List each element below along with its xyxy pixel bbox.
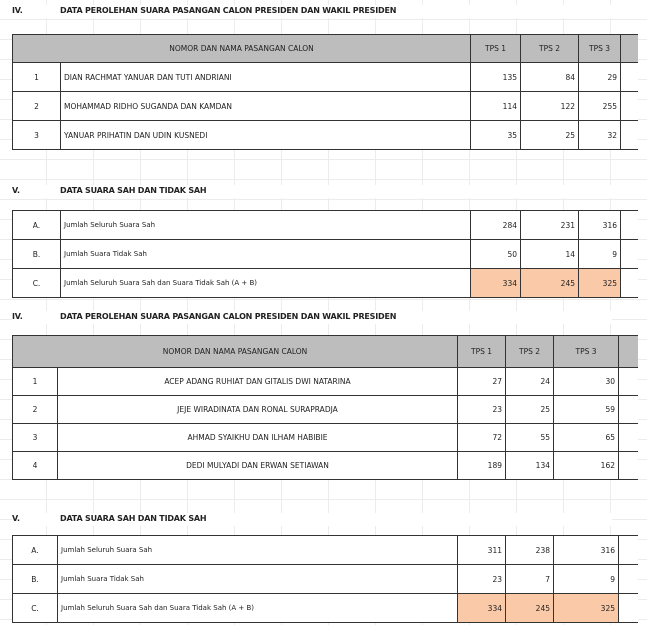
row-number[interactable]: 4 [13,452,58,480]
header-empty-cell [621,35,638,63]
cell-tps1[interactable]: 23 [458,396,506,424]
table-row [13,269,638,298]
row-number[interactable]: 2 [13,92,61,121]
row-number[interactable]: C. [13,269,61,298]
row-name[interactable]: Jumlah Seluruh Suara Sah [61,211,471,240]
table-row [13,536,638,565]
candidate-votes-table [12,34,638,150]
table-row [13,452,638,480]
row-name[interactable]: Jumlah Seluruh Suara Sah dan Suara Tidak Sah (A + B) [58,594,458,623]
table-row [13,211,638,240]
empty-cell[interactable] [619,368,638,396]
row-number[interactable]: 3 [13,121,61,150]
cell-tps1[interactable]: 35 [471,121,521,150]
empty-cell[interactable] [621,240,638,269]
empty-cell[interactable] [619,424,638,452]
cell-tps1[interactable]: 284 [471,211,521,240]
cell-tps2[interactable]: 245 [506,594,554,623]
header-name: NOMOR DAN NAMA PASANGAN CALON [13,35,471,63]
valid-votes-table [12,535,638,623]
header-row [13,35,638,63]
cell-tps3[interactable]: 65 [554,424,619,452]
table-row [13,424,638,452]
section-heading [12,311,612,324]
row-number[interactable]: 2 [13,396,58,424]
section-heading [12,5,612,18]
row-name[interactable]: DEDI MULYADI DAN ERWAN SETIAWAN [58,452,458,480]
cell-tps2[interactable]: 238 [506,536,554,565]
cell-tps3[interactable]: 316 [579,211,621,240]
empty-cell[interactable] [621,63,638,92]
cell-tps3[interactable]: 32 [579,121,621,150]
cell-tps2[interactable]: 55 [506,424,554,452]
cell-tps1[interactable]: 311 [458,536,506,565]
cell-tps2[interactable]: 122 [521,92,579,121]
empty-cell[interactable] [619,452,638,480]
row-name[interactable]: Jumlah Suara Tidak Sah [61,240,471,269]
row-name[interactable]: MOHAMMAD RIDHO SUGANDA DAN KAMDAN [61,92,471,121]
cell-tps1[interactable]: 72 [458,424,506,452]
row-name[interactable]: ACEP ADANG RUHIAT DAN GITALIS DWI NATARINA [58,368,458,396]
cell-tps3[interactable]: 316 [554,536,619,565]
empty-cell[interactable] [619,396,638,424]
cell-tps1[interactable]: 189 [458,452,506,480]
empty-cell[interactable] [619,594,638,623]
cell-tps2[interactable]: 24 [506,368,554,396]
row-number[interactable]: A. [13,536,58,565]
cell-tps2[interactable]: 7 [506,565,554,594]
table-row [13,121,638,150]
cell-tps3[interactable]: 9 [579,240,621,269]
cell-tps1[interactable]: 23 [458,565,506,594]
cell-tps2[interactable]: 134 [506,452,554,480]
table-row [13,63,638,92]
cell-tps1[interactable]: 50 [471,240,521,269]
candidate-votes-table [12,335,638,480]
row-name[interactable]: Jumlah Seluruh Suara Sah dan Suara Tidak Sah (A + B) [61,269,471,298]
row-name[interactable]: YANUAR PRIHATIN DAN UDIN KUSNEDI [61,121,471,150]
cell-tps1[interactable]: 114 [471,92,521,121]
row-number[interactable]: 1 [13,63,61,92]
table-row [13,396,638,424]
valid-votes-table [12,210,638,298]
section-number: IV. [12,6,23,15]
cell-tps3[interactable]: 325 [579,269,621,298]
empty-cell[interactable] [621,269,638,298]
section-title: DATA SUARA SAH DAN TIDAK SAH [60,514,207,523]
section-number: V. [12,514,20,523]
empty-cell[interactable] [619,565,638,594]
row-name[interactable]: DIAN RACHMAT YANUAR DAN TUTI ANDRIANI [61,63,471,92]
cell-tps1[interactable]: 27 [458,368,506,396]
row-number[interactable]: B. [13,565,58,594]
cell-tps1[interactable]: 135 [471,63,521,92]
header-tps2: TPS 2 [521,35,579,63]
header-row [13,336,638,368]
header-name: NOMOR DAN NAMA PASANGAN CALON [13,336,458,368]
row-number[interactable]: 3 [13,424,58,452]
table-row [13,240,638,269]
header-tps2: TPS 2 [506,336,554,368]
cell-tps2[interactable]: 25 [521,121,579,150]
row-name[interactable]: JEJE WIRADINATA DAN RONAL SURAPRADJA [58,396,458,424]
cell-tps2[interactable]: 245 [521,269,579,298]
cell-tps3[interactable]: 9 [554,565,619,594]
table-row [13,368,638,396]
row-number[interactable]: C. [13,594,58,623]
cell-tps3[interactable]: 30 [554,368,619,396]
row-name[interactable]: Jumlah Seluruh Suara Sah [58,536,458,565]
cell-tps3[interactable]: 162 [554,452,619,480]
cell-tps3[interactable]: 325 [554,594,619,623]
row-number[interactable]: A. [13,211,61,240]
table-row [13,92,638,121]
empty-cell[interactable] [621,92,638,121]
table-row [13,594,638,623]
row-name[interactable]: Jumlah Suara Tidak Sah [58,565,458,594]
cell-tps1[interactable]: 334 [471,269,521,298]
row-number[interactable]: 1 [13,368,58,396]
cell-tps2[interactable]: 25 [506,396,554,424]
empty-cell[interactable] [619,536,638,565]
cell-tps1[interactable]: 334 [458,594,506,623]
empty-cell[interactable] [621,121,638,150]
section-number: V. [12,186,20,195]
header-tps1: TPS 1 [458,336,506,368]
cell-tps3[interactable]: 29 [579,63,621,92]
row-number[interactable]: B. [13,240,61,269]
section-title: DATA SUARA SAH DAN TIDAK SAH [60,186,207,195]
cell-tps2[interactable]: 231 [521,211,579,240]
header-tps3: TPS 3 [579,35,621,63]
table-row [13,565,638,594]
section-heading [12,513,612,526]
header-tps3: TPS 3 [554,336,619,368]
cell-tps2[interactable]: 14 [521,240,579,269]
header-tps1: TPS 1 [471,35,521,63]
section-title: DATA PEROLEHAN SUARA PASANGAN CALON PRESIDEN DAN WAKIL PRESIDEN [60,312,397,321]
section-number: IV. [12,312,23,321]
section-heading [12,185,612,198]
header-empty-cell [619,336,638,368]
row-name[interactable]: AHMAD SYAIKHU DAN ILHAM HABIBIE [58,424,458,452]
cell-tps3[interactable]: 59 [554,396,619,424]
section-title: DATA PEROLEHAN SUARA PASANGAN CALON PRESIDEN DAN WAKIL PRESIDEN [60,6,397,15]
empty-cell[interactable] [621,211,638,240]
cell-tps2[interactable]: 84 [521,63,579,92]
cell-tps3[interactable]: 255 [579,92,621,121]
